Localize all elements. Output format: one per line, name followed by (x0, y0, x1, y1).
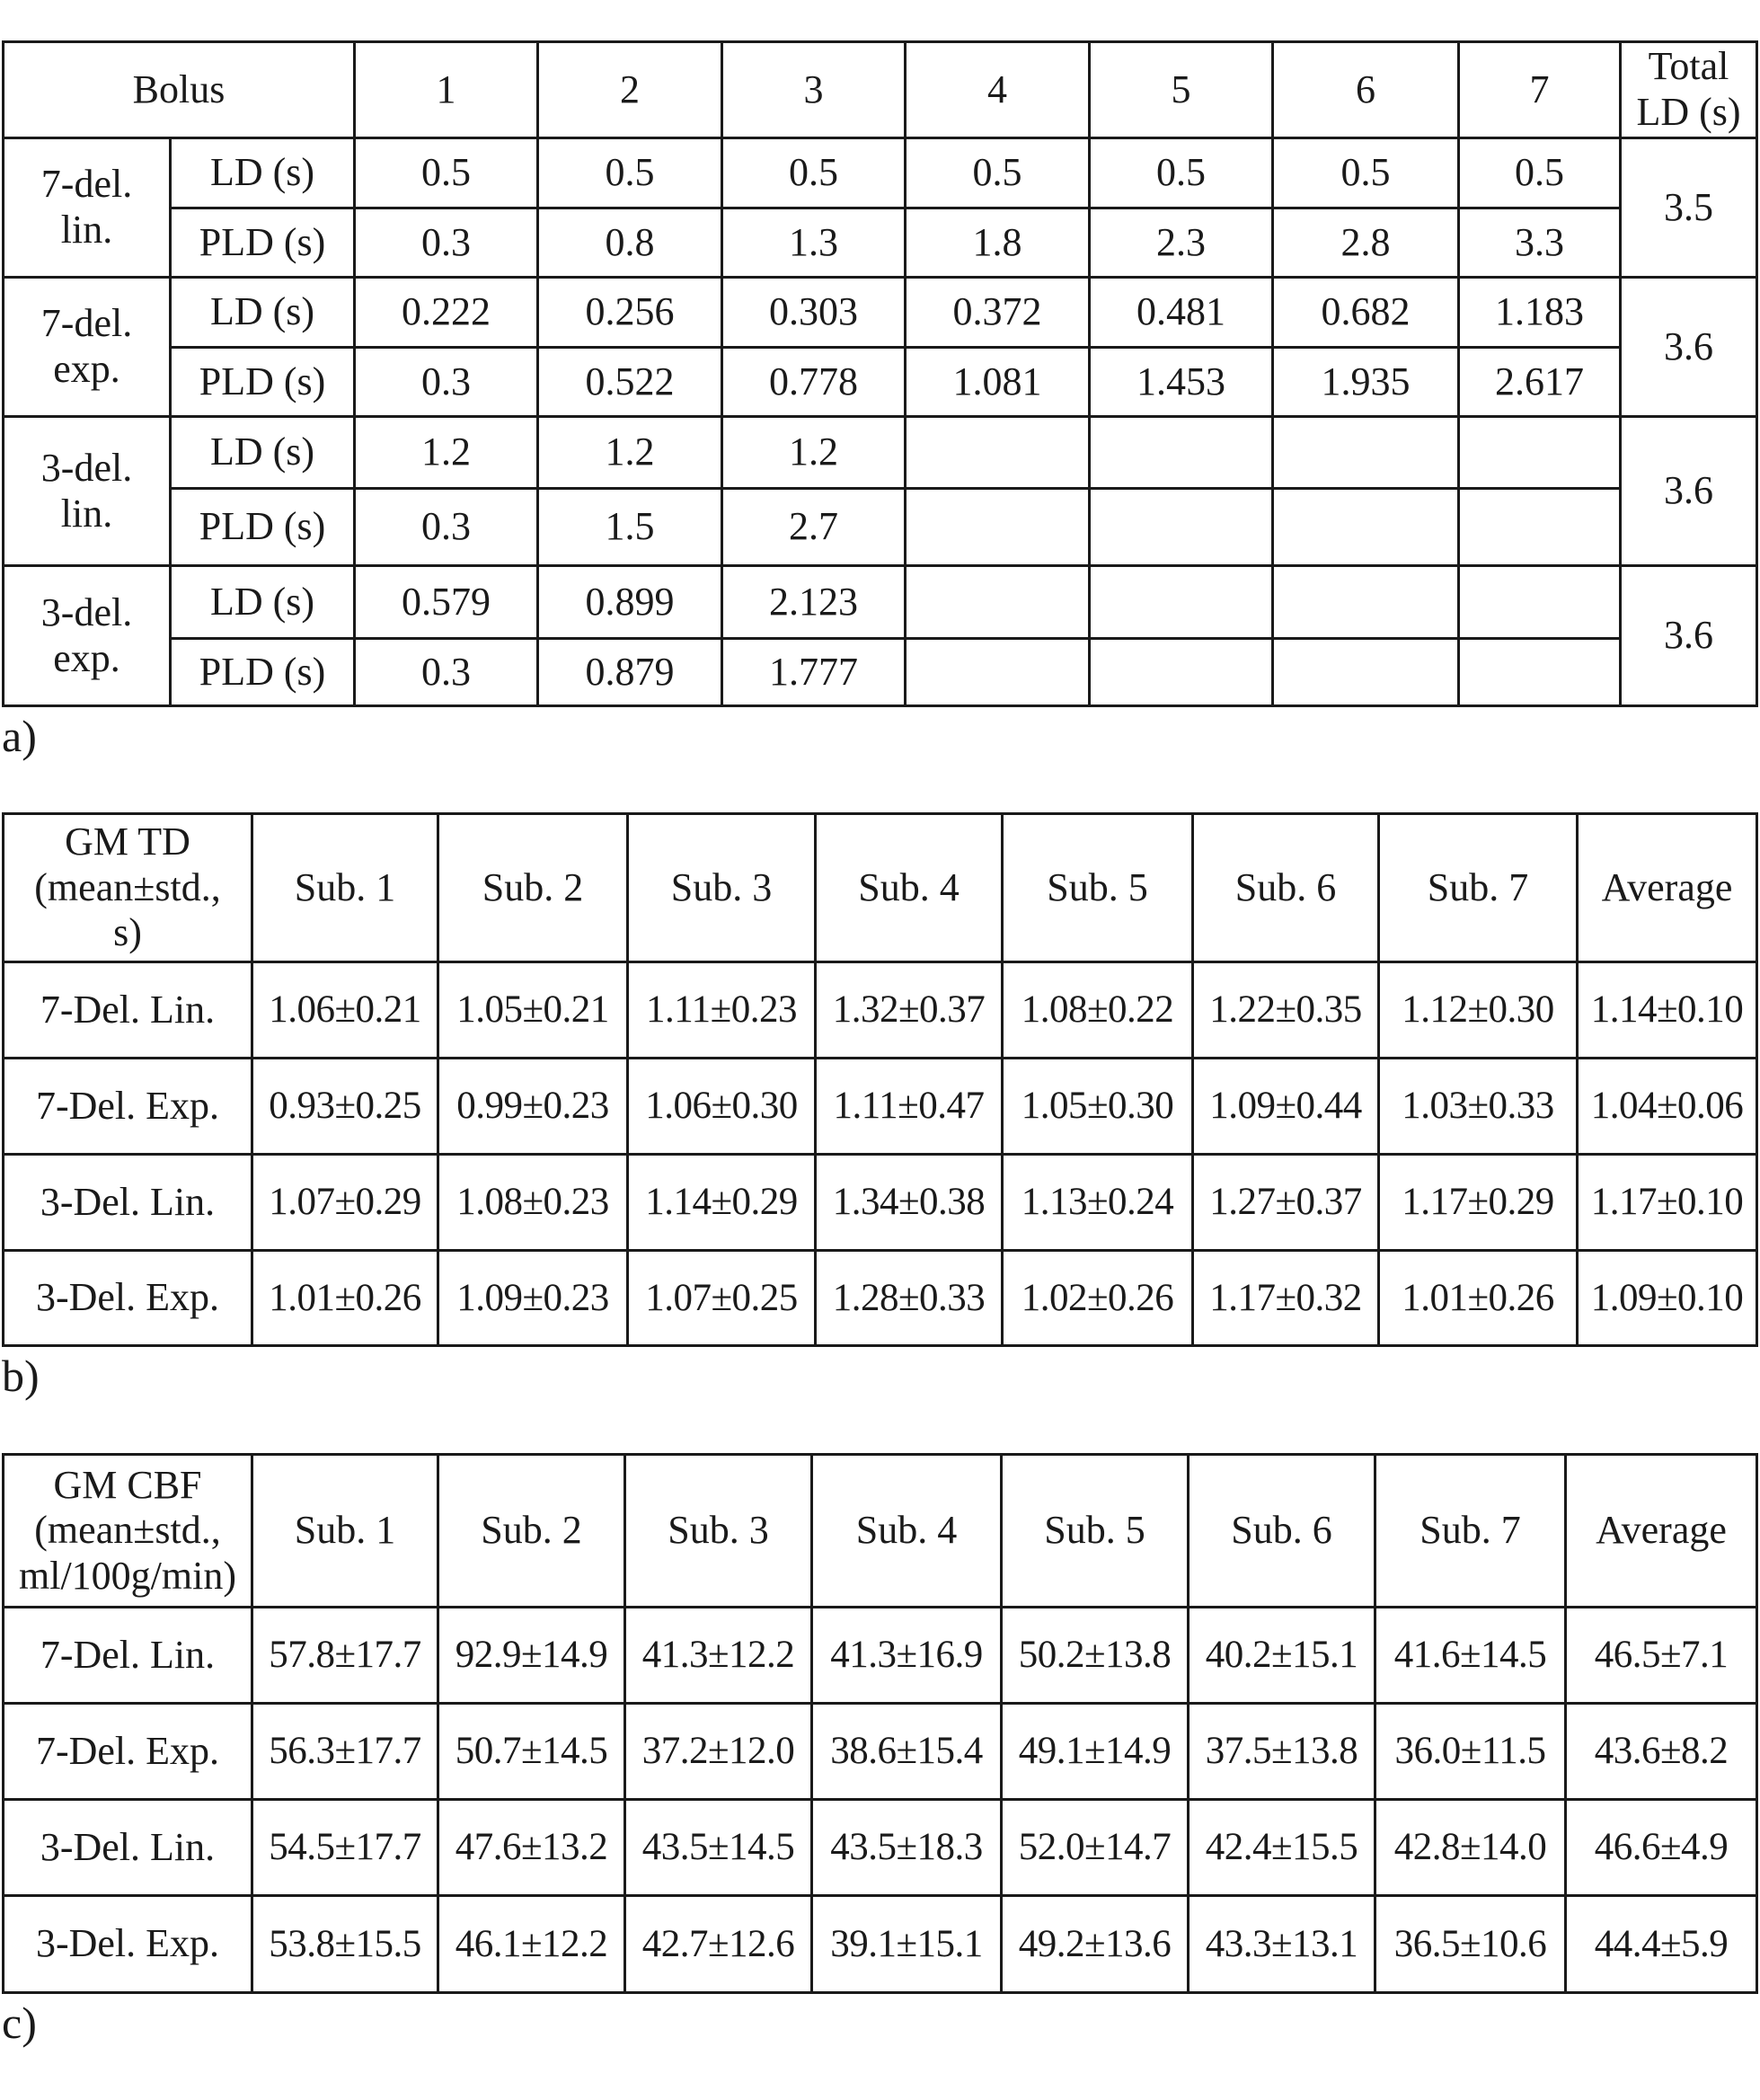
cell: 1.06±0.30 (628, 1059, 816, 1155)
header-total-line2: LD (s) (1636, 90, 1741, 134)
header-sub-1: Sub. 1 (252, 814, 438, 962)
cell: 0.5 (1090, 138, 1273, 208)
cell: 1.03±0.33 (1379, 1059, 1578, 1155)
cell: 0.5 (906, 138, 1090, 208)
cell-average: 44.4±5.9 (1566, 1896, 1757, 1993)
cell (1090, 489, 1273, 566)
cell: 0.93±0.25 (252, 1059, 438, 1155)
cell: 1.09±0.23 (438, 1251, 628, 1346)
header-line1: GM TD (65, 820, 190, 864)
table-row (4, 962, 1757, 1059)
cell: 38.6±15.4 (812, 1704, 1002, 1800)
cell-average: 1.04±0.06 (1578, 1059, 1757, 1155)
table-row (4, 1608, 1757, 1704)
row-label-pld: PLD (s) (171, 208, 355, 278)
cell: 1.3 (722, 208, 906, 278)
cell: 1.05±0.30 (1003, 1059, 1193, 1155)
cell: 2.8 (1273, 208, 1459, 278)
cell: 53.8±15.5 (252, 1896, 438, 1993)
row-label: 3-Del. Exp. (4, 1896, 252, 1993)
row-label: 3-Del. Exp. (4, 1251, 252, 1346)
header-line3: s) (113, 910, 142, 955)
cell (1459, 639, 1621, 706)
row-label-pld: PLD (s) (171, 639, 355, 706)
table-row (4, 417, 1757, 489)
group-label-line2: lin. (60, 208, 113, 252)
cell: 1.935 (1273, 348, 1459, 417)
cell: 1.8 (906, 208, 1090, 278)
header-total-line1: Total (1648, 44, 1729, 89)
cell-average: 46.5±7.1 (1566, 1608, 1757, 1704)
header-bolus-4: 4 (906, 42, 1090, 138)
header-sub-1: Sub. 1 (252, 1455, 438, 1608)
header-gm-cbf (4, 1455, 252, 1608)
cell: 43.5±14.5 (625, 1800, 812, 1896)
cell: 1.453 (1090, 348, 1273, 417)
cell: 43.5±18.3 (812, 1800, 1002, 1896)
group-label (4, 138, 171, 278)
total-ld-cell: 3.5 (1621, 138, 1757, 278)
total-ld-cell: 3.6 (1621, 566, 1757, 706)
group-label-line1: 3-del. (40, 445, 133, 490)
cell: 1.22±0.35 (1193, 962, 1379, 1059)
group-label-line2: exp. (53, 635, 120, 680)
cell: 0.3 (355, 208, 538, 278)
cell: 3.3 (1459, 208, 1621, 278)
gm-cbf-table (2, 1453, 1758, 1994)
row-label-pld: PLD (s) (171, 489, 355, 566)
cell: 1.11±0.23 (628, 962, 816, 1059)
cell: 42.7±12.6 (625, 1896, 812, 1993)
header-bolus-7: 7 (1459, 42, 1621, 138)
cell: 1.07±0.29 (252, 1155, 438, 1251)
cell: 0.682 (1273, 278, 1459, 348)
header-sub-4: Sub. 4 (816, 814, 1003, 962)
header-sub-5: Sub. 5 (1002, 1455, 1189, 1608)
table-row (4, 1896, 1757, 1993)
cell: 2.3 (1090, 208, 1273, 278)
header-gm-td (4, 814, 252, 962)
cell (1459, 417, 1621, 489)
cell: 1.32±0.37 (816, 962, 1003, 1059)
cell: 39.1±15.1 (812, 1896, 1002, 1993)
cell: 0.899 (538, 566, 722, 639)
header-sub-6: Sub. 6 (1193, 814, 1379, 962)
cell: 1.07±0.25 (628, 1251, 816, 1346)
cell: 1.05±0.21 (438, 962, 628, 1059)
cell: 1.17±0.32 (1193, 1251, 1379, 1346)
cell: 1.2 (722, 417, 906, 489)
cell: 1.2 (538, 417, 722, 489)
cell: 1.11±0.47 (816, 1059, 1003, 1155)
cell-average: 1.09±0.10 (1578, 1251, 1757, 1346)
table-row (4, 566, 1757, 639)
cell: 0.8 (538, 208, 722, 278)
cell: 1.08±0.22 (1003, 962, 1193, 1059)
cell (1090, 417, 1273, 489)
header-line1: GM CBF (53, 1462, 202, 1507)
cell (1273, 639, 1459, 706)
header-average: Average (1566, 1455, 1757, 1608)
header-average: Average (1578, 814, 1757, 962)
table-row (4, 639, 1757, 706)
cell: 2.7 (722, 489, 906, 566)
cell: 52.0±14.7 (1002, 1800, 1189, 1896)
caption-a: a) (2, 711, 37, 761)
cell-average: 46.6±4.9 (1566, 1800, 1757, 1896)
table-row (4, 348, 1757, 417)
table-row (4, 1251, 1757, 1346)
header-sub-3: Sub. 3 (628, 814, 816, 962)
row-label: 7-Del. Exp. (4, 1059, 252, 1155)
cell: 36.0±11.5 (1375, 1704, 1566, 1800)
header-total-ld (1621, 42, 1757, 138)
cell: 0.372 (906, 278, 1090, 348)
cell: 0.522 (538, 348, 722, 417)
cell: 0.879 (538, 639, 722, 706)
cell: 0.3 (355, 639, 538, 706)
table-b-header-row (4, 814, 1757, 962)
header-sub-7: Sub. 7 (1379, 814, 1578, 962)
cell (906, 639, 1090, 706)
group-label (4, 566, 171, 706)
table-row (4, 1059, 1757, 1155)
cell: 37.2±12.0 (625, 1704, 812, 1800)
header-sub-6: Sub. 6 (1189, 1455, 1375, 1608)
cell: 1.34±0.38 (816, 1155, 1003, 1251)
cell (1273, 489, 1459, 566)
cell: 2.617 (1459, 348, 1621, 417)
cell: 49.1±14.9 (1002, 1704, 1189, 1800)
cell: 43.3±13.1 (1189, 1896, 1375, 1993)
cell: 1.28±0.33 (816, 1251, 1003, 1346)
header-bolus-3: 3 (722, 42, 906, 138)
cell: 42.8±14.0 (1375, 1800, 1566, 1896)
header-bolus-5: 5 (1090, 42, 1273, 138)
table-c-header-row (4, 1455, 1757, 1608)
cell: 56.3±17.7 (252, 1704, 438, 1800)
cell: 0.5 (355, 138, 538, 208)
group-label-line1: 7-del. (40, 301, 133, 346)
cell: 1.777 (722, 639, 906, 706)
cell: 0.481 (1090, 278, 1273, 348)
table-row (4, 1704, 1757, 1800)
header-line2: (mean±std., (34, 864, 221, 909)
cell: 0.5 (722, 138, 906, 208)
cell-average: 43.6±8.2 (1566, 1704, 1757, 1800)
row-label: 3-Del. Lin. (4, 1155, 252, 1251)
group-label-line1: 3-del. (40, 589, 133, 634)
row-label-ld: LD (s) (171, 278, 355, 348)
row-label: 3-Del. Lin. (4, 1800, 252, 1896)
row-label-ld: LD (s) (171, 417, 355, 489)
table-row (4, 1800, 1757, 1896)
cell: 41.3±16.9 (812, 1608, 1002, 1704)
cell: 1.02±0.26 (1003, 1251, 1193, 1346)
cell (906, 489, 1090, 566)
cell: 50.2±13.8 (1002, 1608, 1189, 1704)
row-label: 7-Del. Exp. (4, 1704, 252, 1800)
cell: 1.06±0.21 (252, 962, 438, 1059)
row-label-ld: LD (s) (171, 138, 355, 208)
header-sub-2: Sub. 2 (438, 1455, 625, 1608)
cell (1273, 417, 1459, 489)
row-label: 7-Del. Lin. (4, 962, 252, 1059)
cell: 36.5±10.6 (1375, 1896, 1566, 1993)
gm-td-table (2, 812, 1758, 1347)
row-label: 7-Del. Lin. (4, 1608, 252, 1704)
total-ld-cell: 3.6 (1621, 278, 1757, 417)
cell (1273, 566, 1459, 639)
cell: 1.081 (906, 348, 1090, 417)
cell: 1.14±0.29 (628, 1155, 816, 1251)
cell: 57.8±17.7 (252, 1608, 438, 1704)
header-sub-7: Sub. 7 (1375, 1455, 1566, 1608)
header-bolus: Bolus (4, 42, 355, 138)
cell: 49.2±13.6 (1002, 1896, 1189, 1993)
cell: 0.303 (722, 278, 906, 348)
cell: 0.579 (355, 566, 538, 639)
cell (1090, 566, 1273, 639)
cell: 0.5 (1459, 138, 1621, 208)
group-label (4, 417, 171, 566)
header-line2: (mean±std., (34, 1508, 221, 1553)
cell: 41.6±14.5 (1375, 1608, 1566, 1704)
cell: 0.3 (355, 489, 538, 566)
cell: 1.12±0.30 (1379, 962, 1578, 1059)
header-sub-4: Sub. 4 (812, 1455, 1002, 1608)
table-row (4, 208, 1757, 278)
cell: 1.17±0.29 (1379, 1155, 1578, 1251)
cell: 0.5 (1273, 138, 1459, 208)
cell-average: 1.14±0.10 (1578, 962, 1757, 1059)
bolus-timing-table (2, 40, 1758, 707)
cell: 1.183 (1459, 278, 1621, 348)
header-bolus-6: 6 (1273, 42, 1459, 138)
cell: 0.256 (538, 278, 722, 348)
cell: 1.08±0.23 (438, 1155, 628, 1251)
cell: 0.778 (722, 348, 906, 417)
header-bolus-2: 2 (538, 42, 722, 138)
cell: 1.09±0.44 (1193, 1059, 1379, 1155)
group-label-line2: lin. (60, 491, 113, 536)
cell (1459, 566, 1621, 639)
cell: 1.5 (538, 489, 722, 566)
cell: 41.3±12.2 (625, 1608, 812, 1704)
cell: 1.01±0.26 (1379, 1251, 1578, 1346)
table-a-header-row (4, 42, 1757, 138)
cell (906, 417, 1090, 489)
group-label-line2: exp. (53, 347, 120, 391)
cell: 1.13±0.24 (1003, 1155, 1193, 1251)
cell: 40.2±15.1 (1189, 1608, 1375, 1704)
row-label-ld: LD (s) (171, 566, 355, 639)
cell: 42.4±15.5 (1189, 1800, 1375, 1896)
cell: 1.27±0.37 (1193, 1155, 1379, 1251)
header-sub-5: Sub. 5 (1003, 814, 1193, 962)
cell: 0.3 (355, 348, 538, 417)
group-label-line1: 7-del. (40, 162, 133, 207)
cell: 0.99±0.23 (438, 1059, 628, 1155)
caption-c: c) (2, 1998, 37, 2048)
caption-b: b) (2, 1351, 40, 1401)
table-row (4, 278, 1757, 348)
row-label-pld: PLD (s) (171, 348, 355, 417)
cell: 50.7±14.5 (438, 1704, 625, 1800)
table-row (4, 138, 1757, 208)
cell: 2.123 (722, 566, 906, 639)
cell: 0.222 (355, 278, 538, 348)
table-row (4, 1155, 1757, 1251)
cell: 37.5±13.8 (1189, 1704, 1375, 1800)
header-bolus-1: 1 (355, 42, 538, 138)
cell: 0.5 (538, 138, 722, 208)
table-row (4, 489, 1757, 566)
group-label (4, 278, 171, 417)
cell-average: 1.17±0.10 (1578, 1155, 1757, 1251)
header-sub-2: Sub. 2 (438, 814, 628, 962)
cell: 1.2 (355, 417, 538, 489)
cell (906, 566, 1090, 639)
cell (1090, 639, 1273, 706)
cell: 54.5±17.7 (252, 1800, 438, 1896)
cell (1459, 489, 1621, 566)
cell: 92.9±14.9 (438, 1608, 625, 1704)
cell: 46.1±12.2 (438, 1896, 625, 1993)
cell: 47.6±13.2 (438, 1800, 625, 1896)
cell: 1.01±0.26 (252, 1251, 438, 1346)
total-ld-cell: 3.6 (1621, 417, 1757, 566)
header-line3: ml/100g/min) (19, 1553, 236, 1598)
header-sub-3: Sub. 3 (625, 1455, 812, 1608)
